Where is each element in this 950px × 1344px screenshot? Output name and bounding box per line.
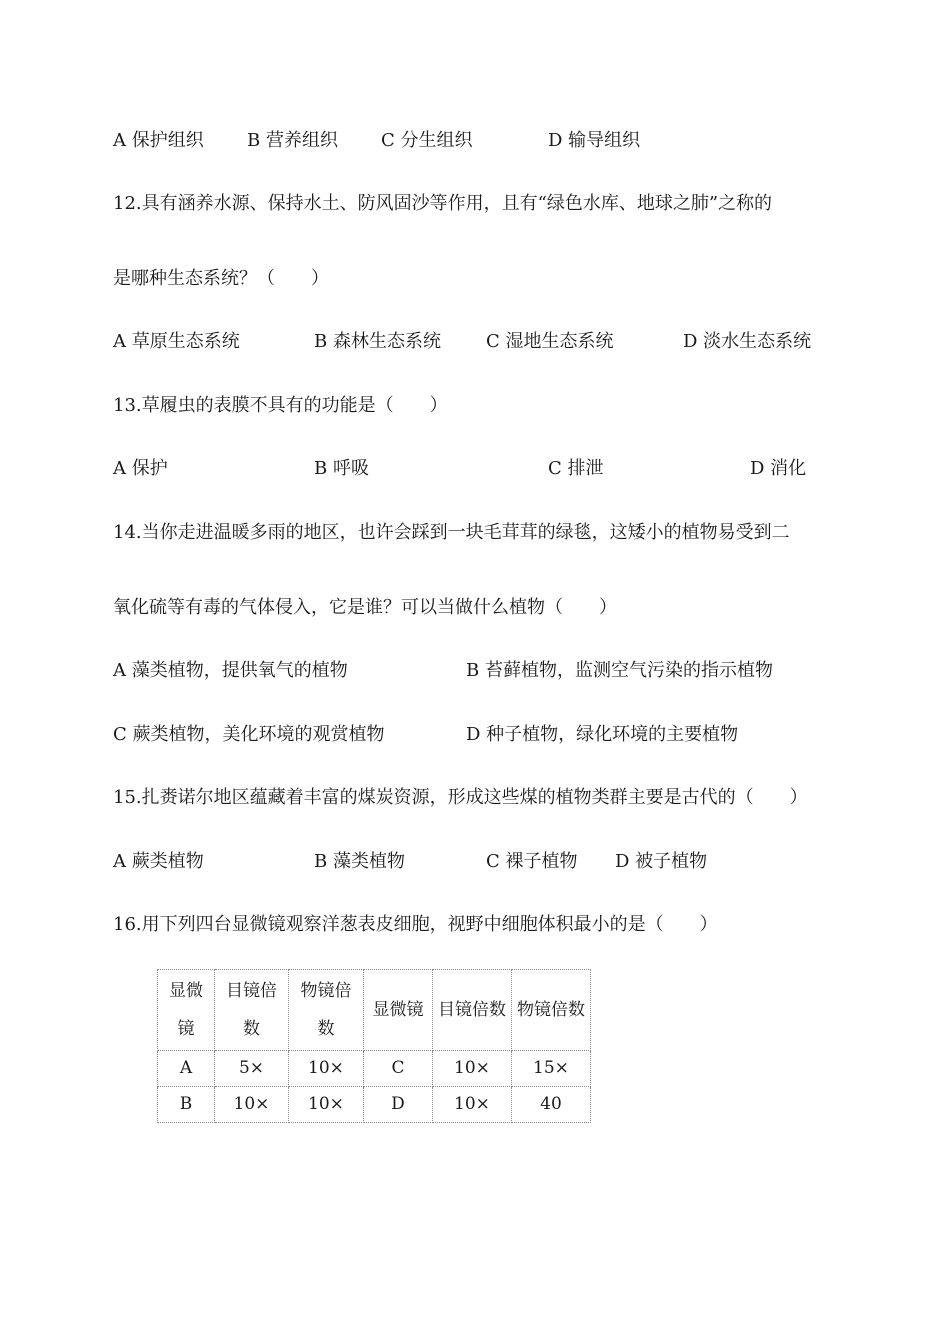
header-cell: 目镜倍数 (215, 970, 289, 1051)
table-cell: C (364, 1051, 433, 1087)
q15-option-d: D 被子植物 (615, 851, 708, 872)
q12-stem-line2: 是哪种生态系统？（ ） (113, 268, 329, 289)
q14-stem-line2: 氧化硫等有毒的气体侵入，它是谁？可以当做什么植物（ ） (113, 597, 617, 618)
q13-option-b: B 呼吸 (314, 458, 369, 479)
q13-option-c: C 排泄 (548, 458, 604, 479)
q12-option-d: D 淡水生态系统 (683, 331, 812, 352)
table-row (158, 1051, 591, 1087)
table-cell: 10× (433, 1087, 512, 1123)
table-cell: 40 (512, 1087, 591, 1123)
q12-option-c: C 湿地生态系统 (486, 331, 614, 352)
q15-stem: 15.扎赉诺尔地区蕴藏着丰富的煤炭资源，形成这些煤的植物类群主要是古代的（ ） (113, 787, 808, 808)
q11-option-a: A 保护组织 (113, 130, 204, 151)
q15-option-a: A 蕨类植物 (113, 851, 204, 872)
q12-option-b: B 森林生态系统 (314, 331, 441, 352)
microscope-table (157, 969, 591, 1123)
q13-stem: 13.草履虫的表膜不具有的功能是（ ） (113, 395, 448, 416)
q14-option-a: A 藻类植物，提供氧气的植物 (113, 660, 348, 681)
table-cell: B (158, 1087, 215, 1123)
q11-option-c: C 分生组织 (381, 130, 473, 151)
table-cell: A (158, 1051, 215, 1087)
q11-option-d: D 输导组织 (548, 130, 641, 151)
header-cell: 显微镜 (158, 970, 215, 1051)
q12-stem-line1: 12.具有涵养水源、保持水土、防风固沙等作用，且有“绿色水库、地球之肺”之称的 (113, 193, 773, 214)
table-cell: 5× (215, 1051, 289, 1087)
q16-stem: 16.用下列四台显微镜观察洋葱表皮细胞，视野中细胞体积最小的是（ ） (113, 914, 718, 935)
table-cell: 10× (433, 1051, 512, 1087)
q13-option-a: A 保护 (113, 458, 168, 479)
table-cell: 15× (512, 1051, 591, 1087)
table-cell: D (364, 1087, 433, 1123)
q14-stem-line1: 14.当你走进温暖多雨的地区，也许会踩到一块毛茸茸的绿毯，这矮小的植物易受到二 (113, 522, 790, 543)
q15-option-b: B 藻类植物 (314, 851, 405, 872)
table-header-row (158, 970, 591, 1051)
table-row (158, 1087, 591, 1123)
q14-option-c: C 蕨类植物，美化环境的观赏植物 (113, 724, 385, 745)
q12-option-a: A 草原生态系统 (113, 331, 240, 352)
table-cell: 10× (289, 1051, 364, 1087)
header-cell: 显微镜 (364, 970, 433, 1051)
q15-option-c: C 裸子植物 (486, 851, 578, 872)
header-cell: 物镜倍数 (289, 970, 364, 1051)
q14-option-d: D 种子植物，绿化环境的主要植物 (466, 724, 739, 745)
table-cell: 10× (215, 1087, 289, 1123)
header-cell: 物镜倍数 (512, 970, 591, 1051)
q11-option-b: B 营养组织 (247, 130, 338, 151)
q13-option-d: D 消化 (750, 458, 807, 479)
q14-option-b: B 苔藓植物，监测空气污染的指示植物 (466, 660, 773, 681)
table-cell: 10× (289, 1087, 364, 1123)
header-cell: 目镜倍数 (433, 970, 512, 1051)
